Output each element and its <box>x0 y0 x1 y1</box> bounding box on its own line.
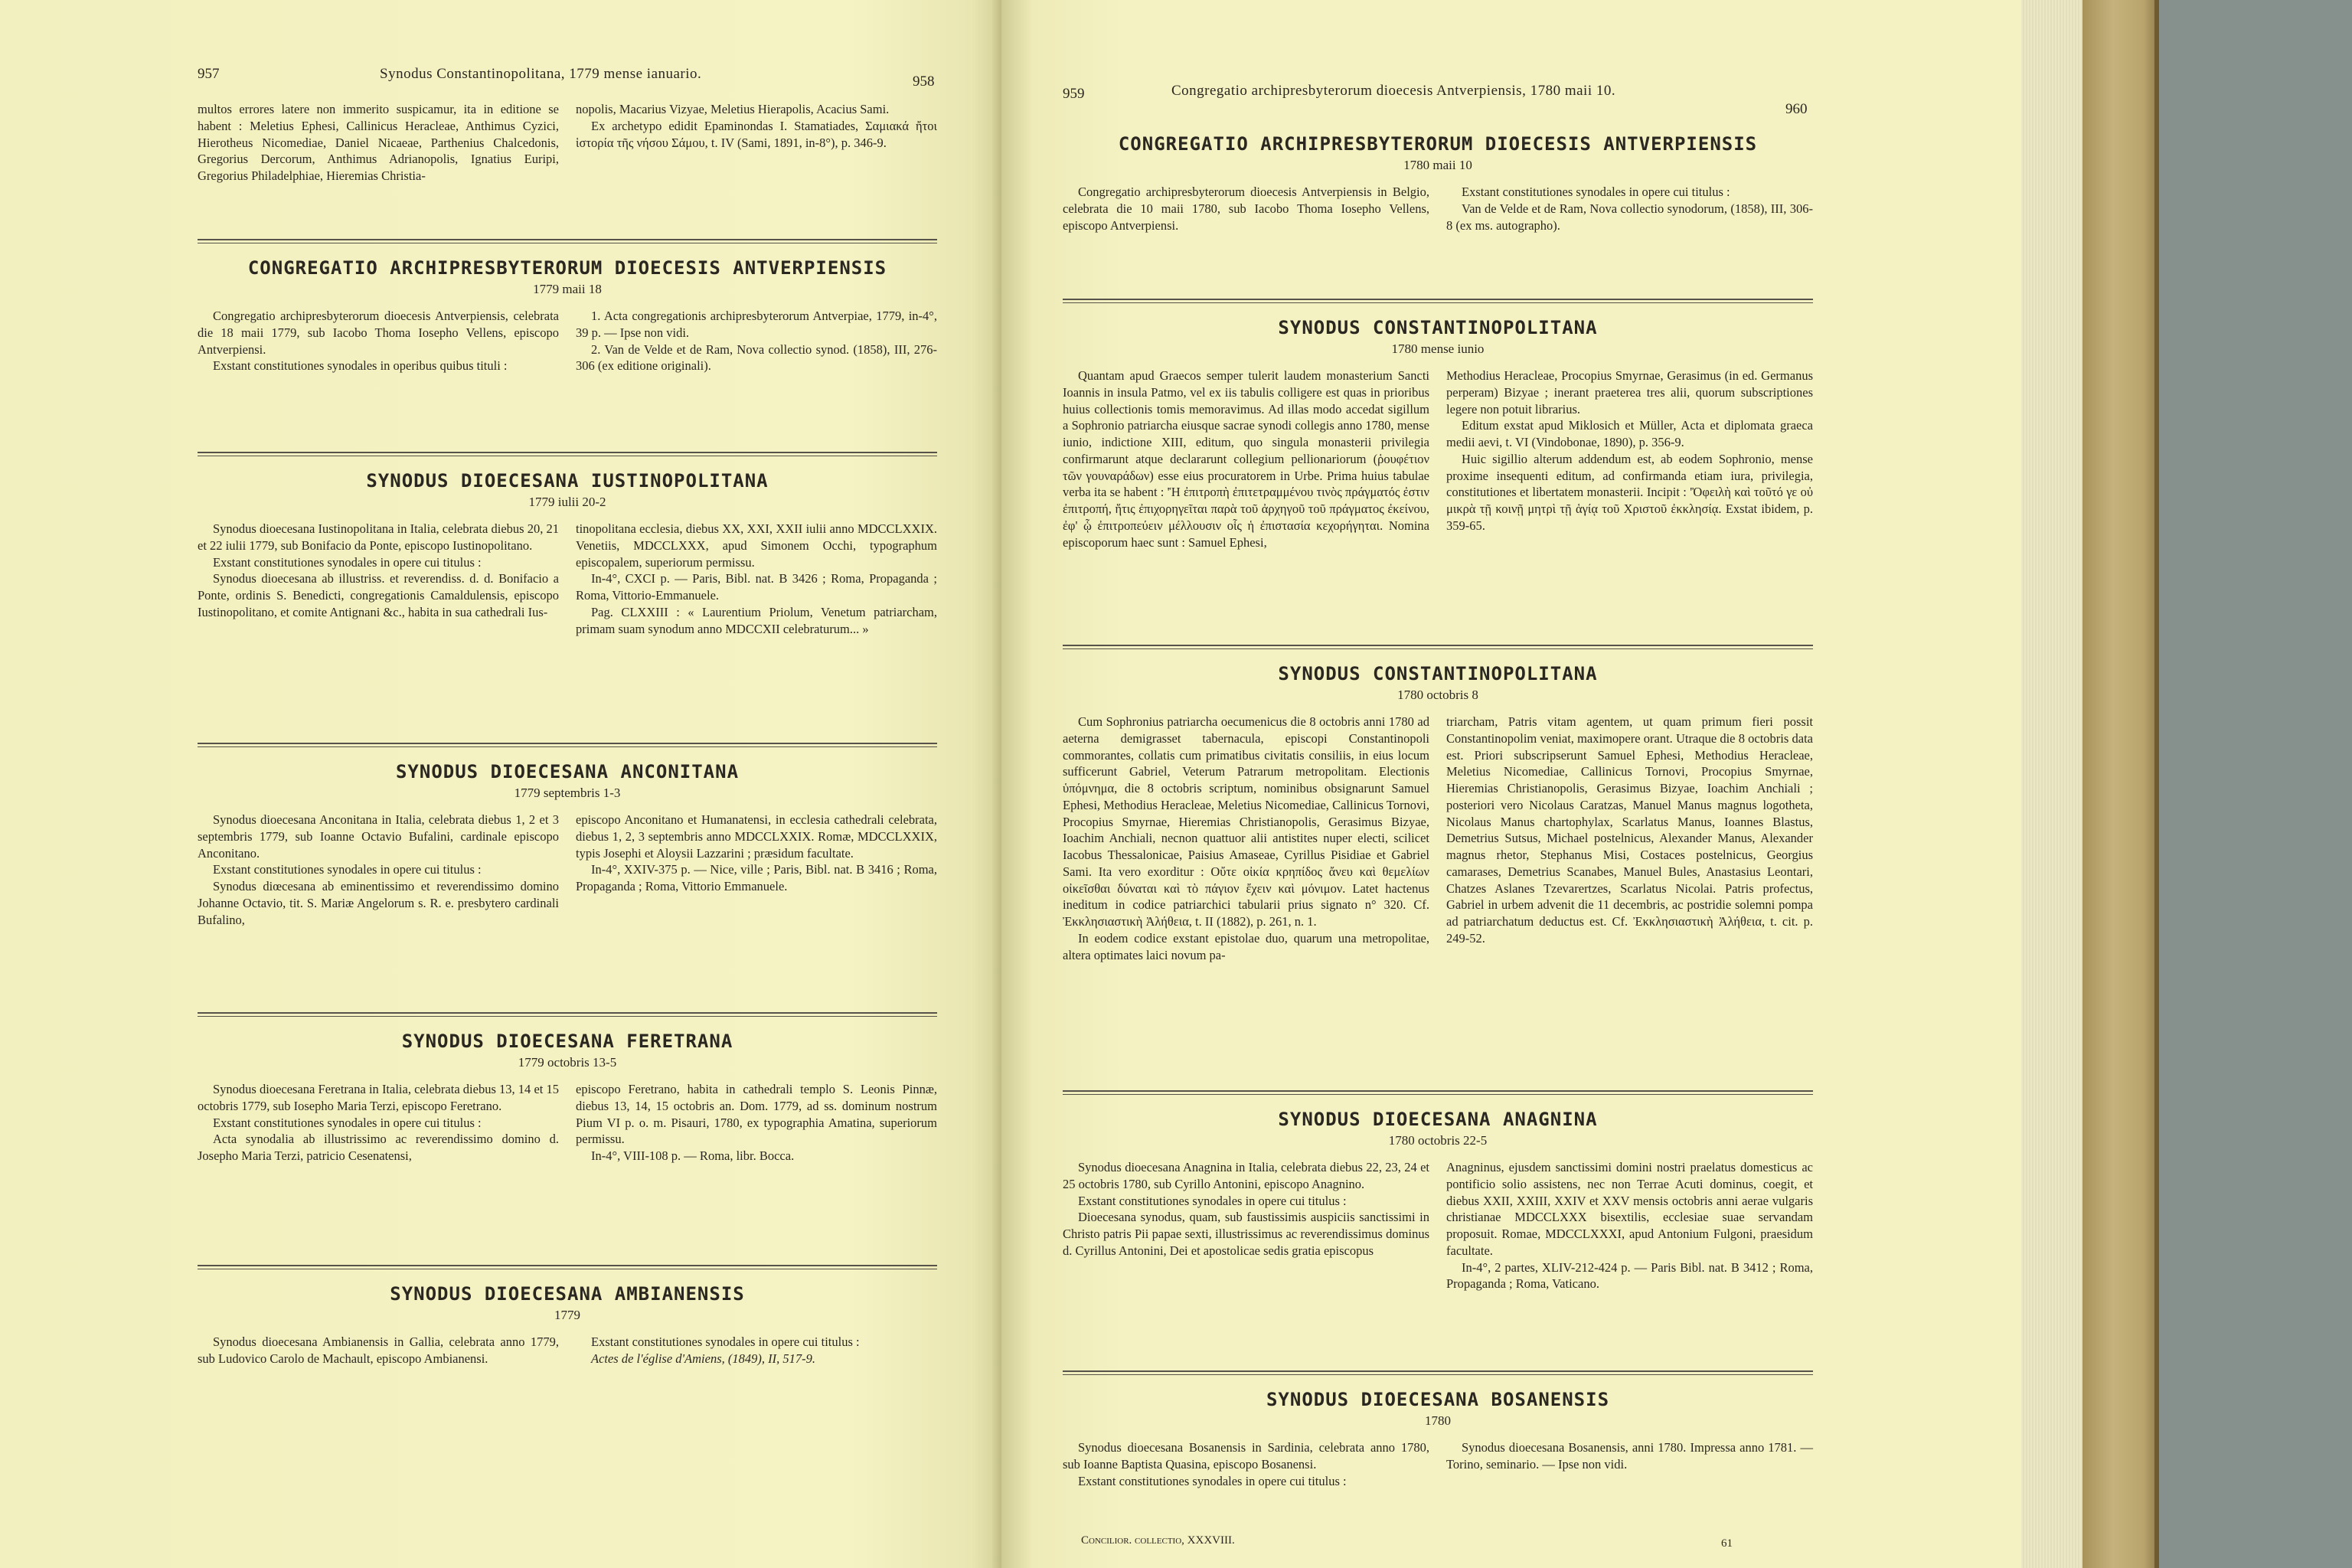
paragraph: Synodus diœcesana ab eminentissimo et reverendissimo domino Johanne Octavio, tit. S. Mariæ Angelorum s. R. e. presbytero cardinali Bufalino, <box>198 879 559 927</box>
section-title: SYNODUS DIOECESANA AMBIANENSIS <box>390 1283 745 1305</box>
cover-edge <box>2154 0 2159 1568</box>
section-rule <box>198 743 937 744</box>
paragraph: In-4°, CXCI p. — Paris, Bibl. nat. B 3426 ; Roma, Propaganda ; Roma, Vittorio-Emmanuele. <box>576 571 937 603</box>
paragraph: Editum exstat apud Miklosich et Müller, Acta et diplomata graeca medii aevi, t. VI (Vindobonae, 1890), p. 356-9. <box>1446 418 1813 450</box>
section-title: SYNODUS DIOECESANA BOSANENSIS <box>1266 1389 1610 1410</box>
section-date: 1780 <box>1425 1413 1451 1428</box>
paragraph: episcopo Feretrano, habita in cathedrali templo S. Leonis Pinnæ, diebus 13, 14, 15 octobris an. Dom. 1779, ad ss. dominum nostrum Pium VI p. o. m. Pisauri, 1780, ex typographia Amatina, superiorum permissu. <box>576 1082 937 1147</box>
section-rule <box>1063 1370 1813 1372</box>
paragraph: Exstant constitutiones synodales in opere cui titulus : <box>213 1115 482 1130</box>
right-page <box>1001 0 2058 1568</box>
section-date: 1779 <box>554 1308 580 1322</box>
section-date: 1779 septembris 1-3 <box>514 786 621 800</box>
section-date: 1780 octobris 8 <box>1397 688 1478 702</box>
running-title-left: Synodus Constantinopolitana, 1779 mense ianuario. <box>380 66 702 82</box>
section-title: SYNODUS DIOECESANA ANCONITANA <box>395 761 740 782</box>
section-date: 1779 iulii 20-2 <box>528 495 606 509</box>
continuation-col2b: Ex archetypo edidit Epaminondas I. Stamatiades, Σαμιακά ἤτοι ἱστορία τῆς νήσου Σάμου, t. IV (Sami, 1891, in-8°), p. 346-9. <box>576 118 937 150</box>
page-number-957: 957 <box>198 66 220 82</box>
top-continuation <box>198 101 937 185</box>
left-page <box>0 0 1001 1568</box>
section-iustinopolitana <box>198 452 937 637</box>
paragraph: Anagninus, ejusdem sanctissimi domini nostri praelatus domesticus ac pontificio solio assistens, nec non Terrae Acuti dominus, coegit, et diebus XXII, XXIII, XXIV et XXV mensis octobris anni aerae vulgaris christianae MDCCLXXX bisextilis, ecclesiae suae servandam proposuit. Romae, MDCCLXXXI, apud Antonium Fulgoni, praesidum facultate. <box>1446 1160 1813 1258</box>
paragraph: Synodus dioecesana Anagnina in Italia, celebrata diebus 22, 23, 24 et 25 octobris 1780, sub Cyrillo Antonini, episcopo Anagnino. <box>1063 1160 1429 1191</box>
section-date: 1780 mense iunio <box>1391 341 1485 356</box>
paragraph: Huic sigillio alterum addendum est, ab eodem Sophronio, mense proxime insequenti editum, ad confirmanda etiam iura, privilegia, constitutiones et libertatem monasterii. Incipit : 'Ὀφειλὴ καὶ τοῦτό γε οὐ μικρὰ τῇ κοινῇ μητρὶ τῇ ἁγίᾳ τοῦ Χριστοῦ ἐκκλησίᾳ. Exstat ibidem, p. 359-65. <box>1446 451 1813 533</box>
page-number-960: 960 <box>1785 101 1808 117</box>
paragraph: In-4°, XXIV-375 p. — Nice, ville ; Paris, Bibl. nat. B 3416 ; Roma, Propaganda ; Roma, Vittorio Emmanuele. <box>576 862 937 894</box>
paragraph: Exstant constitutiones synodales in opere cui titulus : <box>1078 1473 1347 1488</box>
section-anconitana <box>198 743 937 928</box>
continuation-col1: multos errores latere non immerito suspicamur, ita in editione se habent : Meletius Ephesi, Callinicus Heracleae, Anthimus Cyzici, Hierotheus Nicomediae, Daniel Nicaeae, Parthenius Chalcedonis, Gregorius Dercorum, Anthimus Adrianopolis, Ignatius Euripi, Gregorius Philadelphiae, Hieremias Christia- <box>198 102 559 184</box>
paragraph: Synodus dioecesana Anconitana in Italia, celebrata diebus 1, 2 et 3 septembris 1779, sub Ioanne Octavio Bufalini, cardinale episcopo Anconitano. <box>198 812 559 861</box>
paragraph: triarcham, Patris vitam agentem, ut quam primum fieri possit Constantinopolim veniat, maximopere orant. Utraque die 8 octobris data est. Priori subscripserunt Samuel Ephesi, Methodius Heracleae, Meletius Nicomediae, Callinicus Tornovi, Procopius Smyrnae, Hieremias Christianopolis, Gerasimus Bizyae, Ioachim Anchiali ; posteriori vero Nicolaus Caratzas, Manuel Manus magnus logotheta, Nicolaus Manus chartophylax, Scarlatus Manus, Ioannes Blastus, Demetrius Sutsus, Michael postelnicus, Alexander Manus, Alexander magnus rhetor, Stephanus Misi, Costaces postelnicus, Georgius camarases, Demetrius Scanabes, Manuel Bules, Anastasius Leontari, Chatzes Aslanes Tzevarertzes, Scarlatus Nicolai. Patris profectus, Gabriel in urbem advenit die 11 decembris, ac postridie solemni pompa ad patriarchatum deductus est. Cf. Ἐκκλησιαστικὴ Ἀλήθεια, t. cit. p. 249-52. <box>1446 714 1813 946</box>
paragraph: Synodus dioecesana Iustinopolitana in Italia, celebrata diebus 20, 21 et 22 iulii 1779, sub Bonifacio da Ponte, episcopo Iustinopolitano. <box>198 521 559 553</box>
paragraph: episcopo Anconitano et Humanatensi, in ecclesia cathedrali celebrata, diebus 1, 2, 3 septembris anno MDCCLXXIX. Romæ, MDCCLXXIX, typis Josephi et Aloysii Lazzarini ; præsidum facultate. <box>576 812 937 861</box>
section-date: 1780 maii 10 <box>1403 158 1472 172</box>
section-congregatio-1779 <box>198 239 937 374</box>
section-constantinopolitana-iunio <box>1063 299 1813 550</box>
running-title-right: Congregatio archipresbyterorum dioecesis Antverpiensis, 1780 maii 10. <box>1171 83 1616 99</box>
section-rule <box>1063 645 1813 646</box>
footer-collection: Concilior. collectio, XXXVIII. <box>1081 1534 1235 1547</box>
section-title: CONGREGATIO ARCHIPRESBYTERORUM DIOECESIS ANTVERPIENSIS <box>1118 133 1758 155</box>
section-title: SYNODUS DIOECESANA FERETRANA <box>401 1031 733 1052</box>
section-date: 1779 maii 18 <box>533 282 602 296</box>
paragraph: 1. Acta congregationis archipresbyterorum Antverpiae, 1779, in-4°, 39 p. — Ipse non vidi. <box>576 309 937 340</box>
page-number-959: 959 <box>1063 86 1085 102</box>
paragraph: Synodus dioecesana Bosanensis in Sardinia, celebrata anno 1780, sub Ioanne Baptista Quasina, episcopo Bosanensi. <box>1063 1440 1429 1472</box>
section-rule <box>198 452 937 453</box>
section-title: SYNODUS CONSTANTINOPOLITANA <box>1278 663 1598 684</box>
paragraph: Acta synodalia ab illustrissimo ac reverendissimo domino d. Josepho Maria Terzi, patricio Cesenatensi, <box>198 1132 559 1164</box>
section-title: SYNODUS DIOECESANA IUSTINOPOLITANA <box>366 470 769 492</box>
section-rule <box>1063 1090 1813 1092</box>
paragraph: Actes de l'église d'Amiens, (1849), II, 517-9. <box>591 1351 815 1366</box>
paragraph: Synodus dioecesana Bosanensis, anni 1780. Impressa anno 1781. — Torino, seminario. — Ipse non vidi. <box>1446 1440 1813 1472</box>
page-number-958: 958 <box>913 74 935 90</box>
paragraph: Van de Velde et de Ram, Nova collectio synodorum, (1858), III, 306-8 (ex ms. autographo). <box>1446 201 1813 233</box>
section-title: SYNODUS CONSTANTINOPOLITANA <box>1278 317 1598 338</box>
paragraph: Pag. CLXXIII : « Laurentium Priolum, Venetum patriarcham, primam suam synodum anno MDCCXII celebraturum... » <box>576 604 937 636</box>
section-rule <box>198 1265 937 1266</box>
paragraph: Congregatio archipresbyterorum dioecesis Antverpiensis, celebrata die 18 maii 1779, sub Iacobo Thoma Iosepho Vellens, episcopo Antverpiensi. <box>198 309 559 357</box>
section-congregatio-1780 <box>1063 115 1813 234</box>
paragraph: Quantam apud Graecos semper tulerit laudem monasterium Sancti Ioannis in insula Patmo, vel ex iis tabulis colligere est quas in prioribus huius collectionis tomis memoravimus. Ad illas modo accedat sigillum a Sophronio patriarcha eiusque sacrae synodi collegis anno 1780, mense iunio, indictione XIII, editum, quo singula monasterii privilegia confirmarunt atque declararunt collegium pellionariorum (ῥουφέτιον τῶν γουναράδων) esse eius procuratorem in Urbe. Prima huius tabulae verba ita se habent : 'Ἡ ἐπιτροπὴ ἐπιτετραμμένου τινὸς πράγματός ἐστιν ἐπιτροπή, ἥτις ἐπιχορηγεῖται παρὰ τοῦ ἀρχηγοῦ τοῦ πράγματος ἐκείνου, ἐφ' ᾧ ἐπιτροπεύειν μέλλουσιν οἷς ἡ ἐπιστασία κεχορήγηται. Nomina episcoporum haec sunt : Samuel Ephesi, <box>1063 368 1429 550</box>
footer-signature: 61 <box>1721 1537 1733 1550</box>
background <box>2159 0 2352 1568</box>
paragraph: Synodus dioecesana Ambianensis in Gallia, celebrata anno 1779, sub Ludovico Carolo de Machault, episcopo Ambianensi. <box>198 1334 559 1366</box>
paragraph: Exstant constitutiones synodales in operibus quibus tituli : <box>213 358 508 374</box>
paragraph: Exstant constitutiones synodales in opere cui titulus : <box>213 554 482 570</box>
paragraph: In eodem codice exstant epistolae duo, quarum una metropolitae, altera optimates laici novum pa- <box>1063 930 1429 962</box>
section-ambianensis <box>198 1265 937 1367</box>
continuation-col2: nopolis, Macarius Vizyae, Meletius Hierapolis, Acacius Sami. <box>576 102 890 116</box>
section-rule <box>198 239 937 240</box>
paragraph: In-4°, VIII-108 p. — Roma, libr. Bocca. <box>591 1148 795 1164</box>
section-bosanensis <box>1063 1370 1813 1489</box>
section-rule <box>1063 299 1813 300</box>
section-constantinopolitana-octobris <box>1063 645 1813 963</box>
paragraph: Exstant constitutiones synodales in opere cui titulus : <box>1462 185 1730 199</box>
paragraph: In-4°, 2 partes, XLIV-212-424 p. — Paris Bibl. nat. B 3412 ; Roma, Propaganda ; Roma, Vaticano. <box>1446 1259 1813 1292</box>
paragraph: Methodius Heracleae, Procopius Smyrnae, Gerasimus (in ed. Germanus perperam) Bizyae ; inerant praeterea tres alii, quorum subscriptiones legere non potuit librarius. <box>1446 368 1813 416</box>
section-date: 1779 octobris 13-5 <box>518 1055 617 1070</box>
paragraph: Dioecesana synodus, quam, sub faustissimis auspiciis sanctissimi in Christo patris Pii papae sexti, illustrissimus ac reverendissimus dominus d. Cyrillus Antonini, Dei et apostolicae sedis gratia episcopus <box>1063 1210 1429 1258</box>
section-date: 1780 octobris 22-5 <box>1388 1133 1488 1148</box>
paragraph: Exstant constitutiones synodales in opere cui titulus : <box>591 1334 860 1349</box>
section-anagnina <box>1063 1090 1813 1292</box>
paragraph: 2. Van de Velde et de Ram, Nova collectio synod. (1858), III, 276-306 (ex editione originali). <box>576 341 937 374</box>
paragraph: Exstant constitutiones synodales in opere cui titulus : <box>1078 1193 1347 1208</box>
paragraph: Cum Sophronius patriarcha oecumenicus die 8 octobris anni 1780 ad aeterna demigrasset tabernacula, episcopi Constantinopoli commorantes, collatis cum primatibus civitatis consiliis, in eius locum sufficerunt Gabriel, Veterum Patrarum metropolitam. Electionis ὑπόμνημα, die 8 octobris scriptum, nominibus obsignarunt Samuel Ephesi, Methodius Heracleae, Meletius Nicomediae, Callinicus Tornovi, Procopius Smyrnae, Hieremias Christianopolis, Gerasimus Bizyae, Ioachim Anchiali, necnon quattuor alii antistites nuper electi, scilicet Iacobus Thessalonicae, Paisius Amaseae, Cyrillus Pisidiae et Gabriel Sami. Ita vero exorditur : Οὔτε οἰκία κρηπίδος ἄνευ καὶ θεμελίων οἰκεῖσθαι δύναται καὶ τὸ πάγιον ἔχειν καὶ μόνιμον. Latet hactenus ineditum in codice patriarchici tabularii prius signato n° 320. Cf. Ἐκκλησιαστικὴ Ἀλήθεια, t. II (1882), p. 261, n. 1. <box>1063 714 1429 929</box>
paragraph: Synodus dioecesana Feretrana in Italia, celebrata diebus 13, 14 et 15 octobris 1779, sub Iosepho Maria Terzi, episcopo Feretrano. <box>198 1082 559 1113</box>
section-title: CONGREGATIO ARCHIPRESBYTERORUM DIOECESIS ANTVERPIENSIS <box>247 257 887 279</box>
section-rule <box>198 1012 937 1014</box>
section-feretrana <box>198 1012 937 1165</box>
paragraph: tinopolitana ecclesia, diebus XX, XXI, XXII iulii anno MDCCLXXIX. Venetiis, MDCCLXXX, apud Simonem Occhi, typographum episcopalem, superiorum permissu. <box>576 521 937 570</box>
book-cover <box>2082 0 2159 1568</box>
paragraph: Congregatio archipresbyterorum dioecesis Antverpiensis in Belgio, celebrata die 10 maii 1780, sub Iacobo Thoma Iosepho Vellens, episcopo Antverpiensi. <box>1063 185 1429 233</box>
page-edges <box>2021 0 2082 1568</box>
section-title: SYNODUS DIOECESANA ANAGNINA <box>1278 1109 1598 1130</box>
paragraph: Synodus dioecesana ab illustriss. et reverendiss. d. d. Bonifacio a Ponte, ordinis S. Benedicti, congregationis Camaldulensis, episcopo Iustinopolitano, et comite Antignani &c., habita in sua cathedrali Ius- <box>198 571 559 619</box>
paragraph: Exstant constitutiones synodales in opere cui titulus : <box>213 862 482 877</box>
